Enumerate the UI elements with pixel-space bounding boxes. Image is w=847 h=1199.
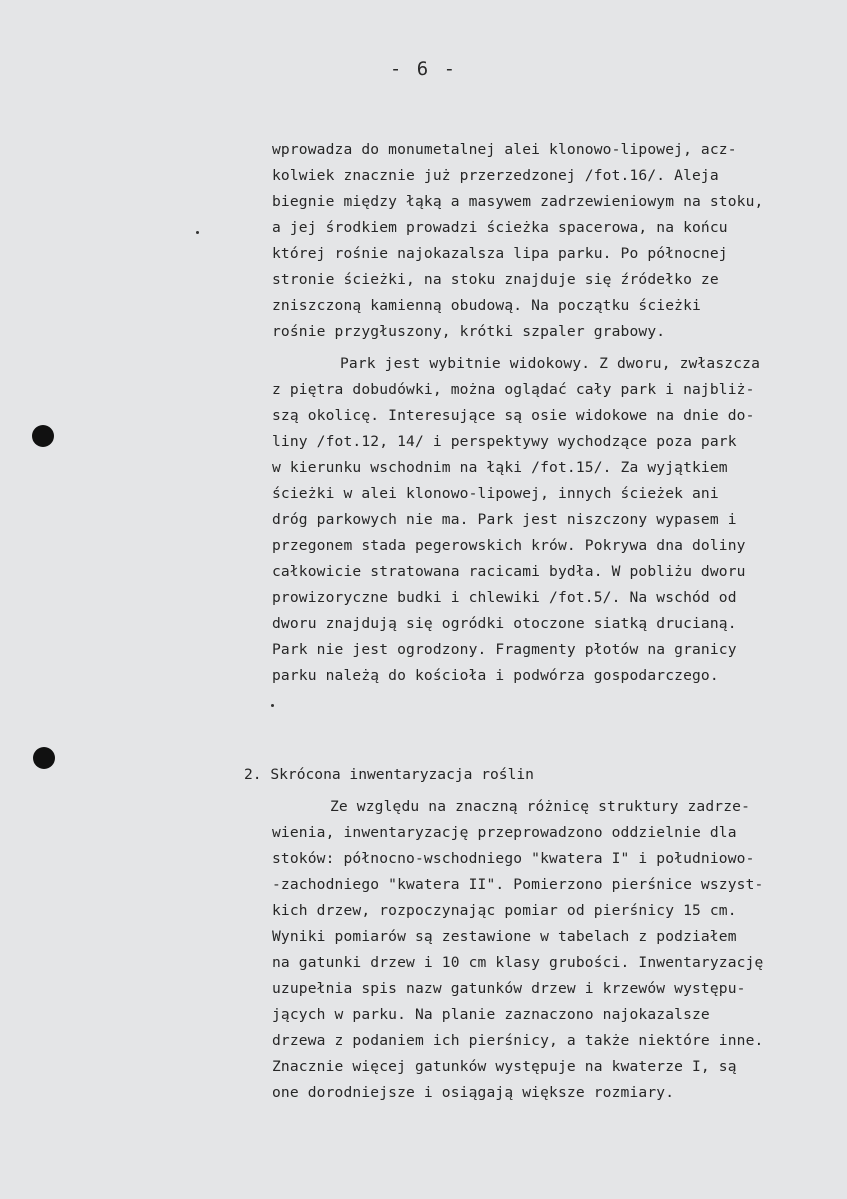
text-line: rośnie przygłuszony, krótki szpaler grabowy.	[272, 323, 666, 340]
text-line: wprowadza do monumetalnej alei klonowo-lipowej, acz-	[272, 141, 737, 158]
text-line: one dorodniejsze i osiągają większe rozmiary.	[272, 1084, 675, 1101]
text-line: kolwiek znacznie już przerzedzonej /fot.16/. Aleja	[272, 167, 719, 184]
punch-hole	[32, 425, 54, 447]
text-line: w kierunku wschodnim na łąki /fot.15/. Za wyjątkiem	[272, 459, 728, 476]
ink-speck	[196, 231, 199, 234]
text-line: biegnie między łąką a masywem zadrzewieniowym na stoku,	[272, 193, 764, 210]
text-line: uzupełnia spis nazw gatunków drzew i krzewów występu-	[272, 980, 746, 997]
text-line: -zachodniego "kwatera II". Pomierzono pierśnice wszyst-	[272, 876, 764, 893]
text-line: przegonem stada pegerowskich krów. Pokrywa dna doliny	[272, 537, 746, 554]
text-line: zniszczoną kamienną obudową. Na początku ścieżki	[272, 297, 701, 314]
section-heading: 2. Skrócona inwentaryzacja roślin	[244, 766, 534, 783]
text-line: kich drzew, rozpoczynając pomiar od pierśnicy 15 cm.	[272, 902, 737, 919]
text-line: stronie ścieżki, na stoku znajduje się źródełko ze	[272, 271, 719, 288]
text-line: ścieżki w alei klonowo-lipowej, innych ścieżek ani	[272, 485, 719, 502]
text-line: drzewa z podaniem ich pierśnicy, a także niektóre inne.	[272, 1032, 764, 1049]
text-line: wienia, inwentaryzację przeprowadzono oddzielnie dla	[272, 824, 737, 841]
ink-speck	[271, 704, 274, 707]
text-line: a jej środkiem prowadzi ścieżka spacerowa, na końcu	[272, 219, 728, 236]
text-line: szą okolicę. Interesujące są osie widokowe na dnie do-	[272, 407, 755, 424]
text-line: Ze względu na znaczną różnicę struktury zadrze-	[330, 798, 751, 815]
text-line: jących w parku. Na planie zaznaczono najokazalsze	[272, 1006, 710, 1023]
text-line: parku należą do kościoła i podwórza gospodarczego.	[272, 667, 719, 684]
page-number: - 6 -	[389, 58, 458, 80]
text-line: dróg parkowych nie ma. Park jest niszczony wypasem i	[272, 511, 737, 528]
text-line: dworu znajdują się ogródki otoczone siatką drucianą.	[272, 615, 737, 632]
text-line: prowizoryczne budki i chlewiki /fot.5/. Na wschód od	[272, 589, 737, 606]
text-line: na gatunki drzew i 10 cm klasy grubości. Inwentaryzację	[272, 954, 764, 971]
text-line: Park jest wybitnie widokowy. Z dworu, zwłaszcza	[340, 355, 761, 372]
text-line: której rośnie najokazalsza lipa parku. Po północnej	[272, 245, 728, 262]
text-line: stoków: północno-wschodniego "kwatera I" i południowo-	[272, 850, 755, 867]
text-line: liny /fot.12, 14/ i perspektywy wychodzące poza park	[272, 433, 737, 450]
text-line: Wyniki pomiarów są zestawione w tabelach z podziałem	[272, 928, 737, 945]
text-line: całkowicie stratowana racicami bydła. W pobliżu dworu	[272, 563, 746, 580]
text-line: z piętra dobudówki, można oglądać cały park i najbliż-	[272, 381, 755, 398]
punch-hole	[33, 747, 55, 769]
text-line: Park nie jest ogrodzony. Fragmenty płotów na granicy	[272, 641, 737, 658]
text-line: Znacznie więcej gatunków występuje na kwaterze I, są	[272, 1058, 737, 1075]
